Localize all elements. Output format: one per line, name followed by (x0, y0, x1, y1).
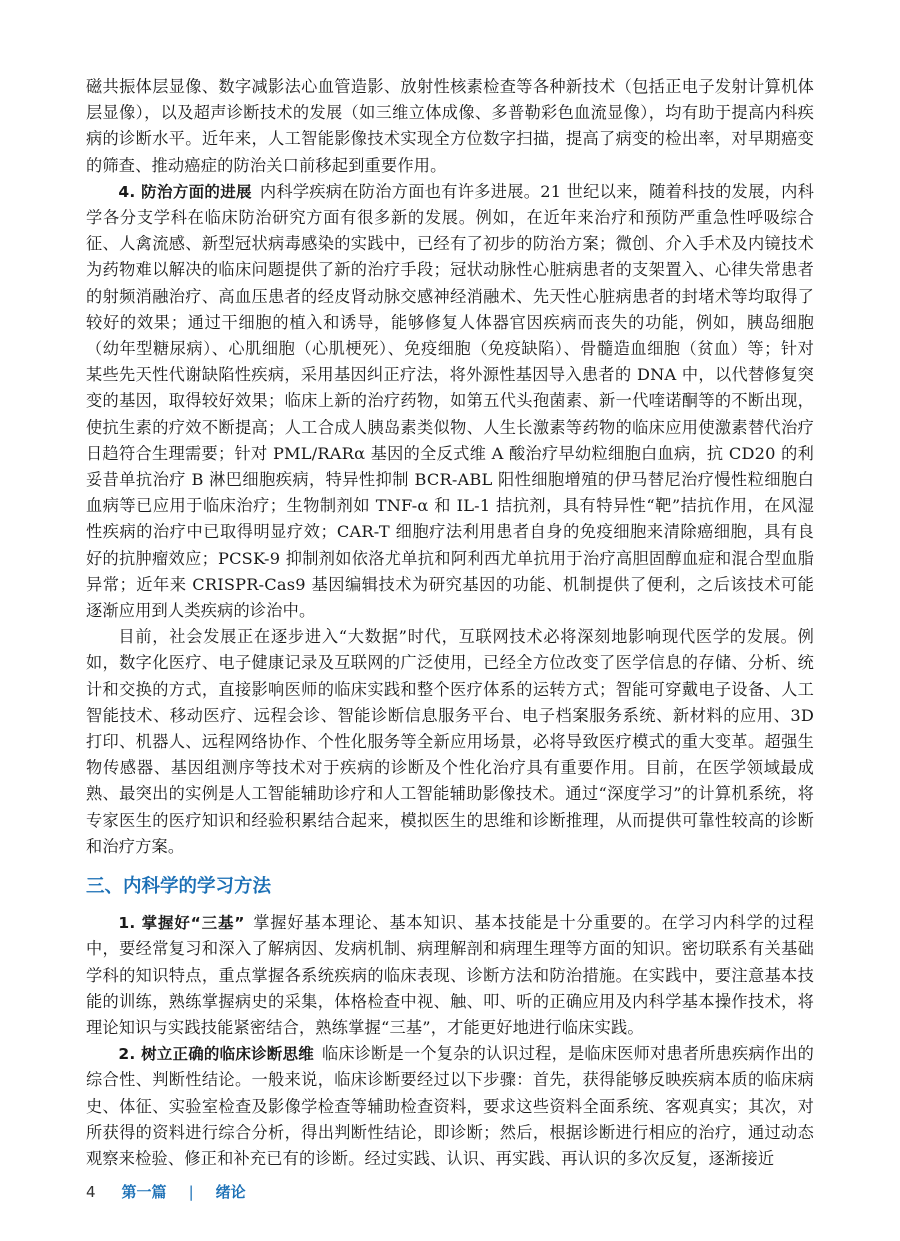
footer-separator: | (188, 1182, 194, 1201)
paragraph-clinical-thinking (86, 1041, 814, 1172)
subheading-clinical-thinking: 2. 树立正确的临床诊断思维 (118, 1045, 314, 1064)
paragraph-three-basics-text: 掌握好基本理论、基本知识、基本技能是十分重要的。在学习内科学的过程中，要经常复习和深入了解病因、发病机制、病理解剖和病理生理等方面的知识。密切联系有关基础学科的知识特点，重点掌握各系统疾病的临床表现、诊断方法和防治措施。在实践中，要注意基本技能的训练，熟练掌握病史的采集，体格检查中视、触、叩、听的正确应用及内科学基本操作技术，将理论知识与实践技能紧密结合，熟练掌握“三基”，才能更好地进行临床实践。 (86, 913, 814, 1037)
footer-part-label: 第一篇 (121, 1183, 167, 1201)
footer-chapter-label: 绪论 (215, 1183, 246, 1201)
subheading-three-basics: 1. 掌握好“三基” (118, 914, 245, 933)
subheading-prevention-progress: 4. 防治方面的进展 (118, 182, 252, 201)
paragraph-prevention-text: 内科学疾病在防治方面也有许多进展。21 世纪以来，随着科技的发展，内科学各分支学科在临床防治研究方面有很多新的发展。例如，在近年来治疗和预防严重急性呼吸综合征、人禽流感、新型冠状病毒感染的实践中，已经有了初步的防治方案；微创、介入手术及内镜技术为药物难以解决的临床问题提供了新的治疗手段；冠状动脉性心脏病患者的支架置入、心律失常患者的射频消融治疗、高血压患者的经皮肾动脉交感神经消融术、先天性心脏病患者的封堵术等均取得了较好的效果；通过干细胞的植入和诱导，能够修复人体器官因疾病而丧失的功能，例如，胰岛细胞（幼年型糖尿病）、心肌细胞（心肌梗死）、免疫细胞（免疫缺陷）、骨髓造血细胞（贫血）等；针对某些先天性代谢缺陷性疾病，采用基因纠正疗法，将外源性基因导入患者的 DNA 中，以代替修复突变的基因，取得较好效果；临床上新的治疗药物，如第五代头孢菌素、新一代喹诺酮等的不断出现，使抗生素的疗效不断提高；人工合成人胰岛素类似物、人生长激素等药物的临床应用使激素替代治疗日趋符合生理需要；针对 PML/RARα 基因的全反式维 A 酸治疗早幼粒细胞白血病，抗 CD20 的利妥昔单抗治疗 B 淋巴细胞疾病，特异性抑制 BCR-ABL 阳性细胞增殖的伊马替尼治疗慢性粒细胞白血病等已应用于临床治疗；生物制剂如 TNF-α 和 IL-1 拮抗剂，具有特异性“靶”拮抗作用，在风湿性疾病的治疗中已取得明显疗效；CAR-T 细胞疗法利用患者自身的免疫细胞来清除癌细胞，具有良好的抗肿瘤效应；PCSK-9 抑制剂如依洛尤单抗和阿利西尤单抗用于治疗高胆固醇血症和混合型血脂异常；近年来 CRISPR-Cas9 基因编辑技术为研究基因的功能、机制提供了便利，之后该技术可能逐渐应用到人类疾病的诊治中。 (86, 181, 814, 621)
paragraph-three-basics (86, 910, 814, 1041)
paragraph-big-data: 目前，社会发展正在逐步进入“大数据”时代，互联网技术必将深刻地影响现代医学的发展。例如，数字化医疗、电子健康记录及互联网的广泛使用，已经全方位改变了医学信息的存储、分析、统计和交换的方式，直接影响医师的临床实践和整个医疗体系的运转方式；智能可穿戴电子设备、人工智能技术、移动医疗、远程会诊、智能诊断信息服务平台、电子档案服务系统、新材料的应用、3D 打印、机器人、远程网络协作、个性化服务等全新应用场景，必将导致医疗模式的重大变革。超强生物传感器、基因组测序等技术对于疾病的诊断及个性化治疗具有重要作用。目前，在医学领域最成熟、最突出的实例是人工智能辅助诊疗和人工智能辅助影像技术。通过“深度学习”的计算机系统，将专家医生的医疗知识和经验积累结合起来，模拟医生的思维和诊断推理，从而提供可靠性较高的诊断和治疗方案。 (86, 627, 814, 856)
page-footer (86, 1181, 246, 1202)
paragraph-prevention-progress (86, 179, 814, 624)
paragraph-imaging-tech: 磁共振体层显像、数字减影法心血管造影、放射性核素检查等各种新技术（包括正电子发射计算机体层显像），以及超声诊断技术的发展（如三维立体成像、多普勒彩色血流显像），均有助于提高内科疾病的诊断水平。近年来，人工智能影像技术实现全方位数字扫描，提高了病变的检出率，对早期癌变的筛查、推动癌症的防治关口前移起到重要作用。 (86, 77, 814, 175)
section-heading-learning-methods: 三、内科学的学习方法 (86, 876, 272, 898)
paragraph-clinical-thinking-text: 临床诊断是一个复杂的认识过程，是临床医师对患者所患疾病作出的综合性、判断性结论。一般来说，临床诊断要经过以下步骤：首先，获得能够反映疾病本质的临床病史、体征、实验室检查及影像学检查等辅助检查资料，要求这些资料全面系统、客观真实；其次，对所获得的资料进行综合分析，得出判断性结论，即诊断；然后，根据诊断进行相应的治疗，通过动态观察来检验、修正和补充已有的诊断。经过实践、认识、再实践、再认识的多次反复，逐渐接近 (86, 1044, 815, 1168)
page-number: 4 (86, 1182, 96, 1201)
page-body (86, 74, 814, 1172)
